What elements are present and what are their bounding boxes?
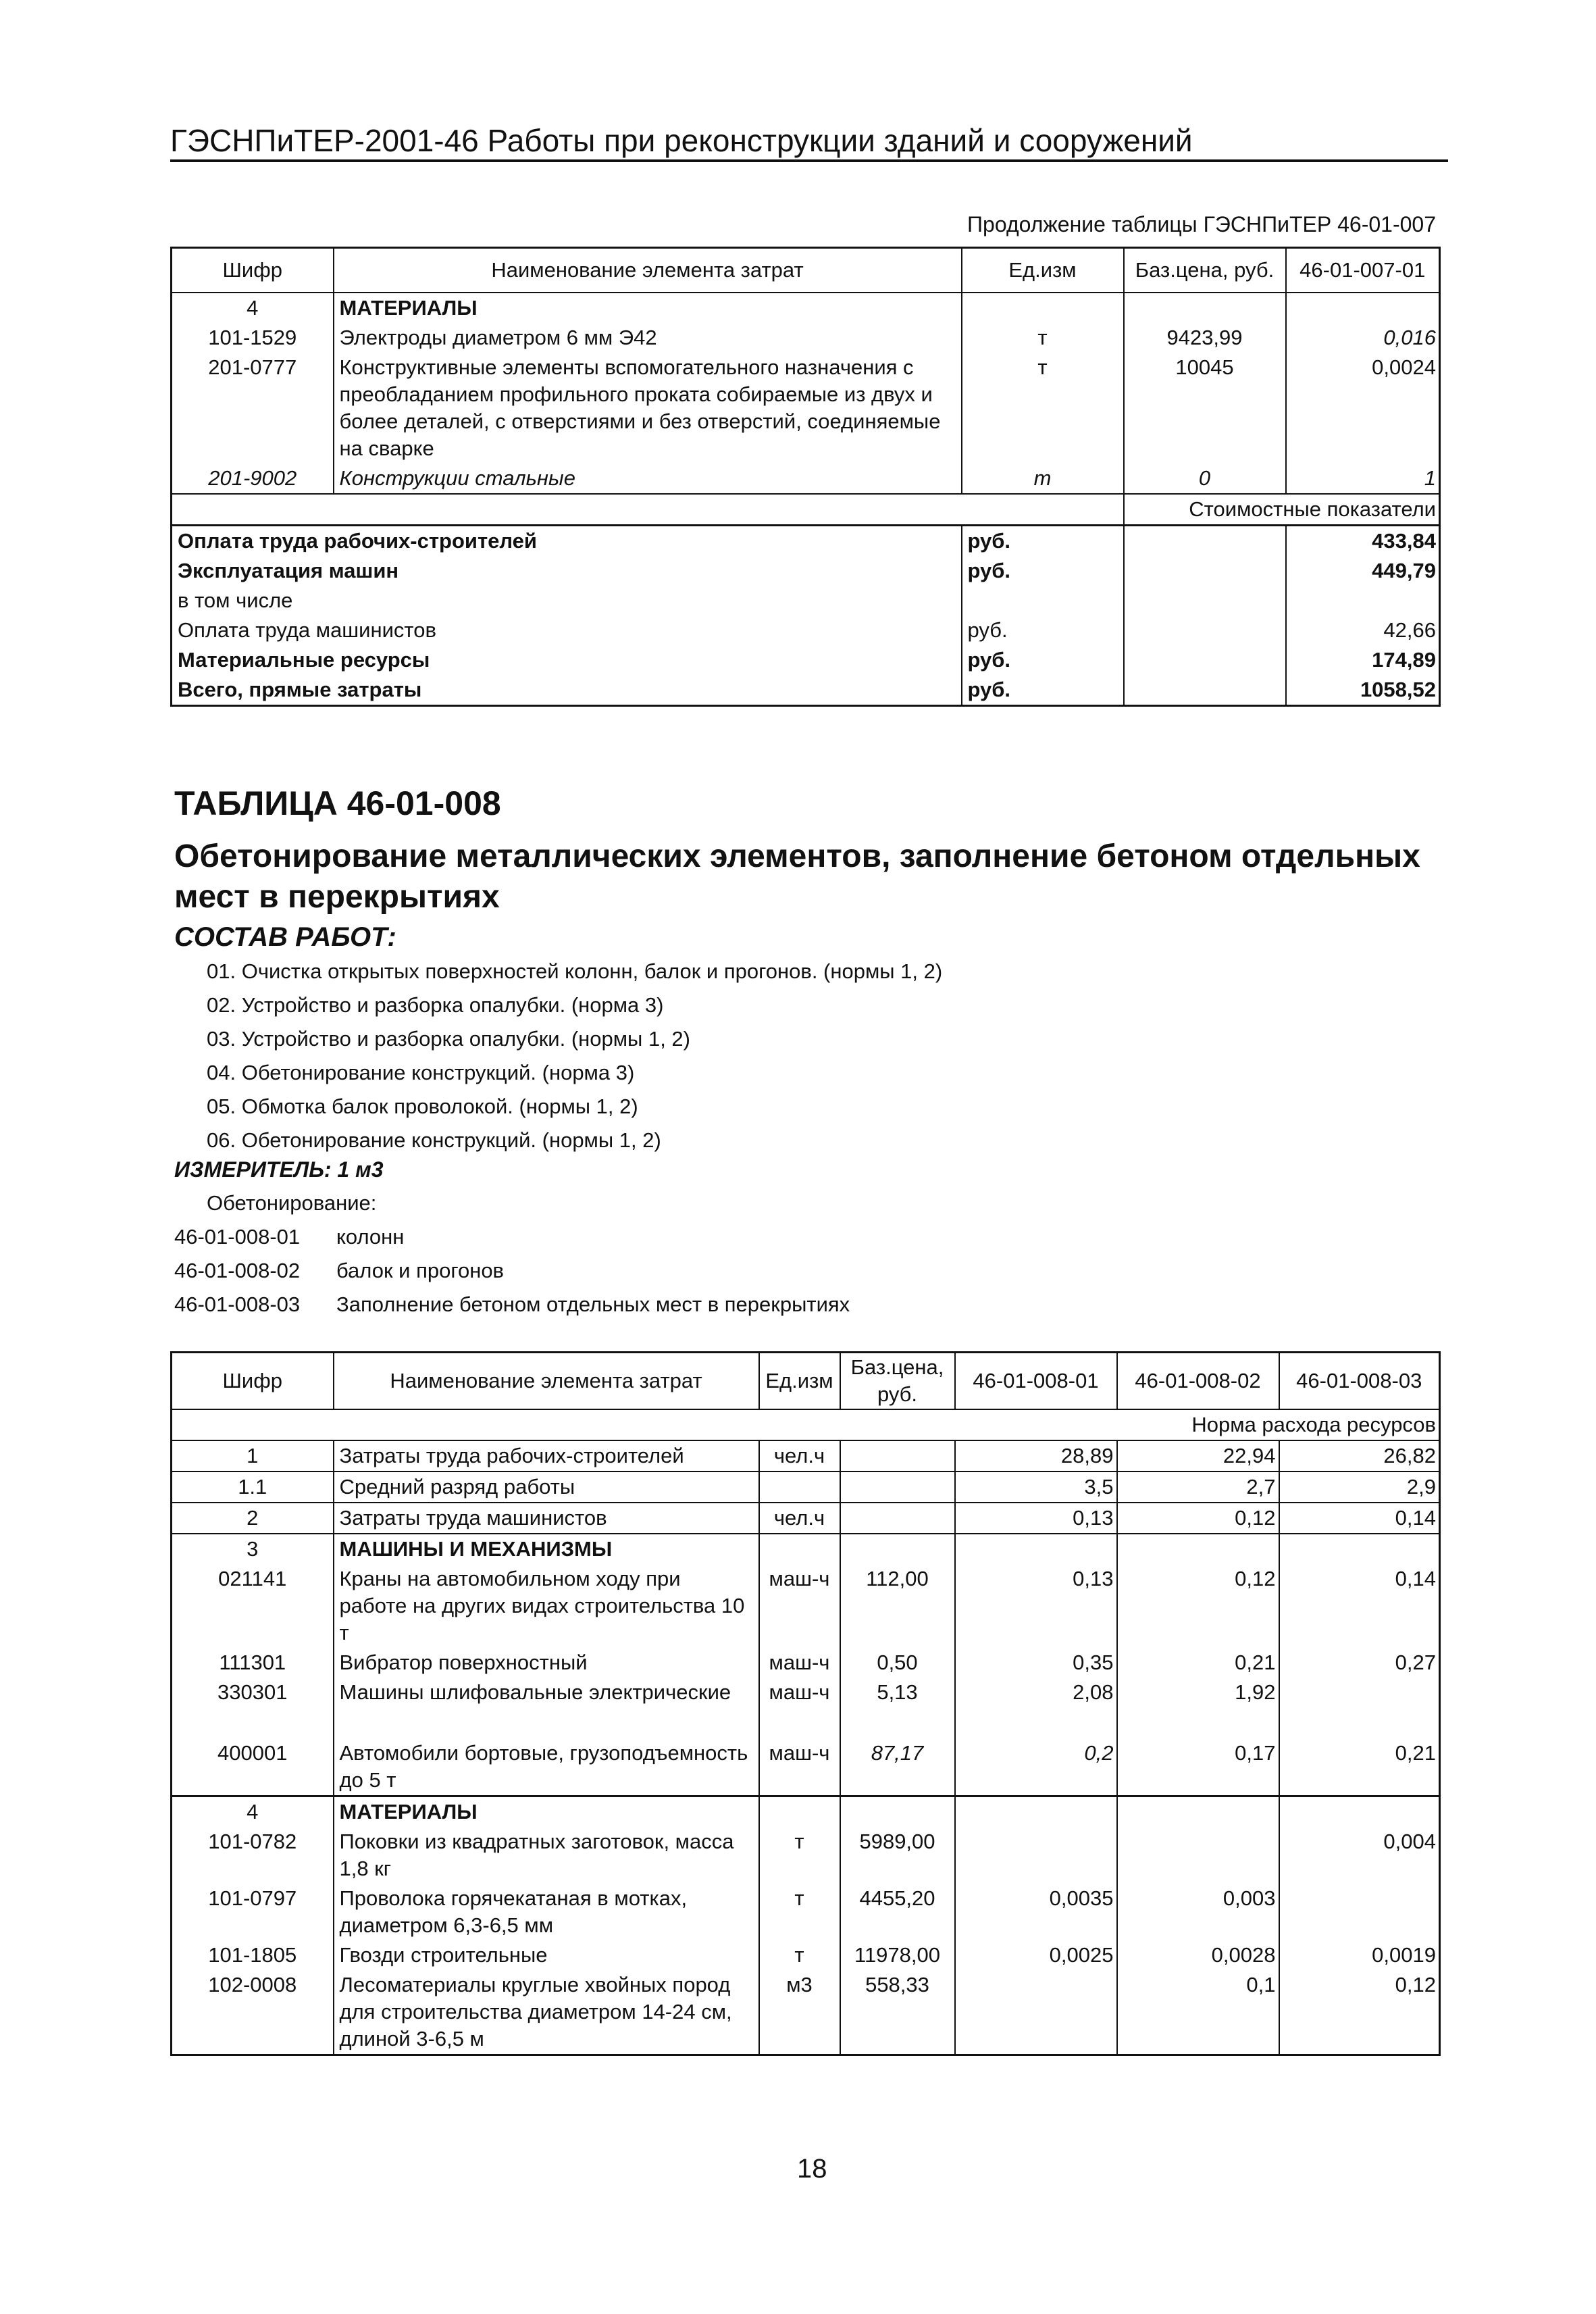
cost-unit: руб. <box>962 526 1124 557</box>
row-code: 1 <box>172 1440 334 1472</box>
row-value-1: 0,13 <box>955 1503 1117 1534</box>
row-value-3: 0,14 <box>1279 1503 1440 1534</box>
cost-unit: руб. <box>962 615 1124 645</box>
header-norm-2: 46-01-008-02 <box>1117 1353 1279 1409</box>
header-code: Шифр <box>172 248 334 293</box>
row-unit: чел.ч <box>759 1503 840 1534</box>
table-row <box>172 1564 1440 1648</box>
norm-code-label: колонн <box>336 1225 405 1249</box>
row-unit: т <box>962 323 1124 353</box>
row-value-1: 2,08 <box>955 1678 1117 1738</box>
row-code: 201-9002 <box>172 463 334 494</box>
table-row <box>172 353 1440 463</box>
section-row <box>172 1796 1440 1827</box>
row-name: Лесоматериалы круглые хвойных пород для строительства диаметром 14-24 см, длиной 3-6,5 м <box>334 1970 759 2055</box>
row-name: Электроды диаметром 6 мм Э42 <box>334 323 962 353</box>
row-price: 558,33 <box>840 1970 955 2055</box>
table-row <box>172 1440 1440 1472</box>
table-row <box>172 1827 1440 1884</box>
cost-value <box>1286 586 1440 615</box>
table-row <box>172 1970 1440 2055</box>
row-unit: т <box>759 1884 840 1940</box>
table-row <box>172 1503 1440 1534</box>
row-value-3: 0,0019 <box>1372 1942 1436 1967</box>
row-price: 87,17 <box>840 1738 955 1796</box>
table-row <box>172 1472 1440 1503</box>
work-item: 02. Устройство и разборка опалубки. (норма 3) <box>207 993 664 1017</box>
cost-unit: руб. <box>962 556 1124 586</box>
row-value-1: 28,89 <box>955 1440 1117 1472</box>
cost-name: Материальные ресурсы <box>172 645 962 675</box>
row-value-2: 2,7 <box>1117 1472 1279 1503</box>
section-row <box>172 1534 1440 1564</box>
cost-name: Всего, прямые затраты <box>172 675 962 706</box>
row-name: Вибратор поверхностный <box>334 1648 759 1678</box>
cost-row <box>172 615 1440 645</box>
row-name: Поковки из квадратных заготовок, масса 1,8 кг <box>334 1827 759 1884</box>
header-norm-1: 46-01-008-01 <box>955 1353 1117 1409</box>
norm-code: 46-01-008-03 <box>174 1292 301 1316</box>
section-label: МАТЕРИАЛЫ <box>334 293 962 323</box>
row-price: 11978,00 <box>840 1940 955 1970</box>
cost-name: Эксплуатация машин <box>172 556 962 586</box>
row-value-2 <box>1117 1827 1279 1884</box>
row-value-3: 26,82 <box>1279 1440 1440 1472</box>
norm-label: Норма расхода ресурсов <box>172 1409 1440 1440</box>
row-price: 4455,20 <box>840 1884 955 1940</box>
row-unit: т <box>759 1827 840 1884</box>
row-unit: т <box>759 1940 840 1970</box>
row-price: 5989,00 <box>840 1827 955 1884</box>
norm-code: 46-01-008-02 <box>174 1259 301 1282</box>
row-value-2: 1,92 <box>1117 1678 1279 1738</box>
row-value-1: 0,0035 <box>955 1884 1117 1940</box>
resources-table-008 <box>170 1351 1441 2056</box>
row-value-3 <box>1279 1884 1440 1940</box>
row-value-3: 0,27 <box>1395 1650 1436 1674</box>
row-value-2: 0,21 <box>1117 1648 1279 1678</box>
section-label: МАШИНЫ И МЕХАНИЗМЫ <box>334 1534 759 1564</box>
table-header-row <box>172 1353 1440 1409</box>
work-item: 05. Обмотка балок проволокой. (нормы 1, 2) <box>207 1095 638 1118</box>
norm-code-line <box>174 1292 850 1317</box>
row-code: 021141 <box>172 1564 334 1648</box>
section-code: 4 <box>172 1796 334 1827</box>
row-price <box>840 1472 955 1503</box>
row-unit: чел.ч <box>759 1440 840 1472</box>
row-value-2: 0,0028 <box>1117 1940 1279 1970</box>
row-price: 5,13 <box>840 1678 955 1738</box>
table-subtitle: Обетонирование металлических элементов, заполнение бетоном отдельных мест в перекрытиях <box>174 838 1420 915</box>
row-value: 1 <box>1424 466 1436 490</box>
row-name: Конструктивные элементы вспомогательного назначения с преобладанием профильного проката собираемые из двух и более деталей, с отверстиями и без отверстий, соединяемые на сварке <box>334 353 962 463</box>
row-code: 330301 <box>172 1678 334 1738</box>
cost-name: в том числе <box>172 586 962 615</box>
cost-value: 174,89 <box>1372 648 1436 672</box>
row-code: 101-0797 <box>172 1884 334 1940</box>
row-code: 101-0782 <box>172 1827 334 1884</box>
table-row <box>172 1738 1440 1796</box>
cost-label: Стоимостные показатели <box>1124 494 1440 526</box>
row-code: 201-0777 <box>172 353 334 463</box>
row-code: 2 <box>172 1503 334 1534</box>
row-value-3: 2,9 <box>1279 1472 1440 1503</box>
table-header-row <box>172 248 1440 293</box>
row-unit: т <box>962 463 1124 494</box>
row-code: 111301 <box>172 1648 334 1678</box>
row-unit: маш-ч <box>759 1648 840 1678</box>
header-code: Шифр <box>172 1353 334 1409</box>
row-code: 400001 <box>172 1738 334 1796</box>
cost-name: Оплата труда машинистов <box>172 615 962 645</box>
row-value-2: 0,1 <box>1117 1970 1279 2055</box>
row-name: Средний разряд работы <box>334 1472 759 1503</box>
table-title: ТАБЛИЦА 46-01-008 <box>174 784 501 822</box>
table-row <box>172 463 1440 494</box>
table-caption: Продолжение таблицы ГЭСНПиТЕР 46-01-007 <box>967 212 1436 236</box>
norm-code-line <box>174 1225 404 1249</box>
row-price <box>840 1503 955 1534</box>
cost-value: 433,84 <box>1286 526 1440 557</box>
resources-table-007 <box>170 247 1441 707</box>
header-norm-3: 46-01-008-03 <box>1279 1353 1440 1409</box>
header-unit: Ед.изм <box>962 248 1124 293</box>
cost-value: 1058,52 <box>1360 678 1436 701</box>
row-name: Краны на автомобильном ходу при работе на других видах строительства 10 т <box>334 1564 759 1648</box>
cost-value: 449,79 <box>1372 559 1436 582</box>
row-code: 101-1805 <box>172 1940 334 1970</box>
cost-name: Оплата труда рабочих-строителей <box>172 526 962 557</box>
row-value-3: 0,12 <box>1395 1972 1436 1996</box>
cost-unit: руб. <box>962 675 1124 706</box>
row-price <box>840 1440 955 1472</box>
row-unit: маш-ч <box>759 1564 840 1648</box>
header-unit: Ед.изм <box>759 1353 840 1409</box>
row-value-3: 0,004 <box>1383 1829 1436 1853</box>
work-item: 03. Устройство и разборка опалубки. (нормы 1, 2) <box>207 1027 690 1051</box>
norm-code-label: балок и прогонов <box>336 1259 505 1282</box>
row-value-2: 0,12 <box>1117 1503 1279 1534</box>
obeton-label: Обетонирование: <box>207 1191 377 1215</box>
cost-label-row <box>172 494 1440 526</box>
header-norm: 46-01-007-01 <box>1286 248 1440 293</box>
section-row <box>172 293 1440 323</box>
row-value: 0,016 <box>1383 326 1436 349</box>
row-unit: м3 <box>759 1970 840 2055</box>
row-name: Автомобили бортовые, грузоподъемность до 5 т <box>334 1738 759 1796</box>
row-value-1 <box>955 1827 1117 1884</box>
row-code: 102-0008 <box>172 1970 334 2055</box>
row-code: 1.1 <box>172 1472 334 1503</box>
row-unit: маш-ч <box>759 1678 840 1738</box>
section-label: МАТЕРИАЛЫ <box>334 1796 759 1827</box>
work-item: 01. Очистка открытых поверхностей колонн, балок и прогонов. (нормы 1, 2) <box>207 959 943 983</box>
header-price: Баз.цена, руб. <box>1124 248 1286 293</box>
row-value-1: 0,0025 <box>955 1940 1117 1970</box>
cost-unit: руб. <box>962 645 1124 675</box>
cost-row <box>172 556 1440 586</box>
section-code: 4 <box>172 293 334 323</box>
header-name: Наименование элемента затрат <box>334 1353 759 1409</box>
measure-unit: ИЗМЕРИТЕЛЬ: 1 м3 <box>174 1157 384 1182</box>
row-value: 0,0024 <box>1372 355 1436 379</box>
header-name: Наименование элемента затрат <box>334 248 962 293</box>
row-value-1: 3,5 <box>955 1472 1117 1503</box>
row-unit <box>759 1472 840 1503</box>
cost-unit <box>962 586 1124 615</box>
row-value-1: 0,2 <box>955 1738 1117 1796</box>
row-value-2: 0,17 <box>1117 1738 1279 1796</box>
norm-code-label: Заполнение бетоном отдельных мест в перекрытиях <box>336 1292 850 1316</box>
header-price: Баз.цена, руб. <box>840 1353 955 1409</box>
row-price: 0 <box>1124 463 1286 494</box>
cost-value: 42,66 <box>1383 618 1436 642</box>
cost-row <box>172 526 1440 557</box>
row-price: 10045 <box>1124 353 1286 463</box>
cost-row <box>172 675 1440 706</box>
row-value-1: 0,13 <box>955 1564 1117 1648</box>
cost-row <box>172 645 1440 675</box>
row-name: Проволока горячекатаная в мотках, диаметром 6,3-6,5 мм <box>334 1884 759 1940</box>
norm-code: 46-01-008-01 <box>174 1225 301 1249</box>
table-row <box>172 1678 1440 1738</box>
row-name: Затраты труда рабочих-строителей <box>334 1440 759 1472</box>
row-value-2: 22,94 <box>1117 1440 1279 1472</box>
cost-row <box>172 586 1440 615</box>
row-name: Машины шлифовальные электрические <box>334 1678 759 1738</box>
row-price: 0,50 <box>840 1648 955 1678</box>
row-value-3: 0,21 <box>1279 1738 1440 1796</box>
row-unit: маш-ч <box>759 1738 840 1796</box>
table-row <box>172 1884 1440 1940</box>
work-item: 04. Обетонирование конструкций. (норма 3) <box>207 1061 635 1084</box>
row-name: Гвозди строительные <box>334 1940 759 1970</box>
row-price: 112,00 <box>840 1564 955 1648</box>
row-name: Конструкции стальные <box>334 463 962 494</box>
row-value-2: 0,12 <box>1117 1564 1279 1648</box>
row-price: 9423,99 <box>1124 323 1286 353</box>
row-value-1: 0,35 <box>955 1648 1117 1678</box>
norm-label-row <box>172 1409 1440 1440</box>
row-value-2: 0,003 <box>1117 1884 1279 1940</box>
section-code: 3 <box>172 1534 334 1564</box>
table-row <box>172 1648 1440 1678</box>
norm-code-line <box>174 1259 504 1283</box>
table-row <box>172 1940 1440 1970</box>
row-value-3 <box>1279 1678 1440 1738</box>
row-name: Затраты труда машинистов <box>334 1503 759 1534</box>
work-item: 06. Обетонирование конструкций. (нормы 1, 2) <box>207 1128 661 1152</box>
row-unit: т <box>962 353 1124 463</box>
page-number: 18 <box>797 2154 827 2184</box>
table-row <box>172 323 1440 353</box>
row-code: 101-1529 <box>172 323 334 353</box>
work-composition-title: СОСТАВ РАБОТ: <box>174 922 396 952</box>
row-value-3: 0,14 <box>1395 1566 1436 1590</box>
page-header: ГЭСНПиТЕР-2001-46 Работы при реконструкции зданий и сооружений <box>170 122 1448 162</box>
row-value-1 <box>955 1970 1117 2055</box>
